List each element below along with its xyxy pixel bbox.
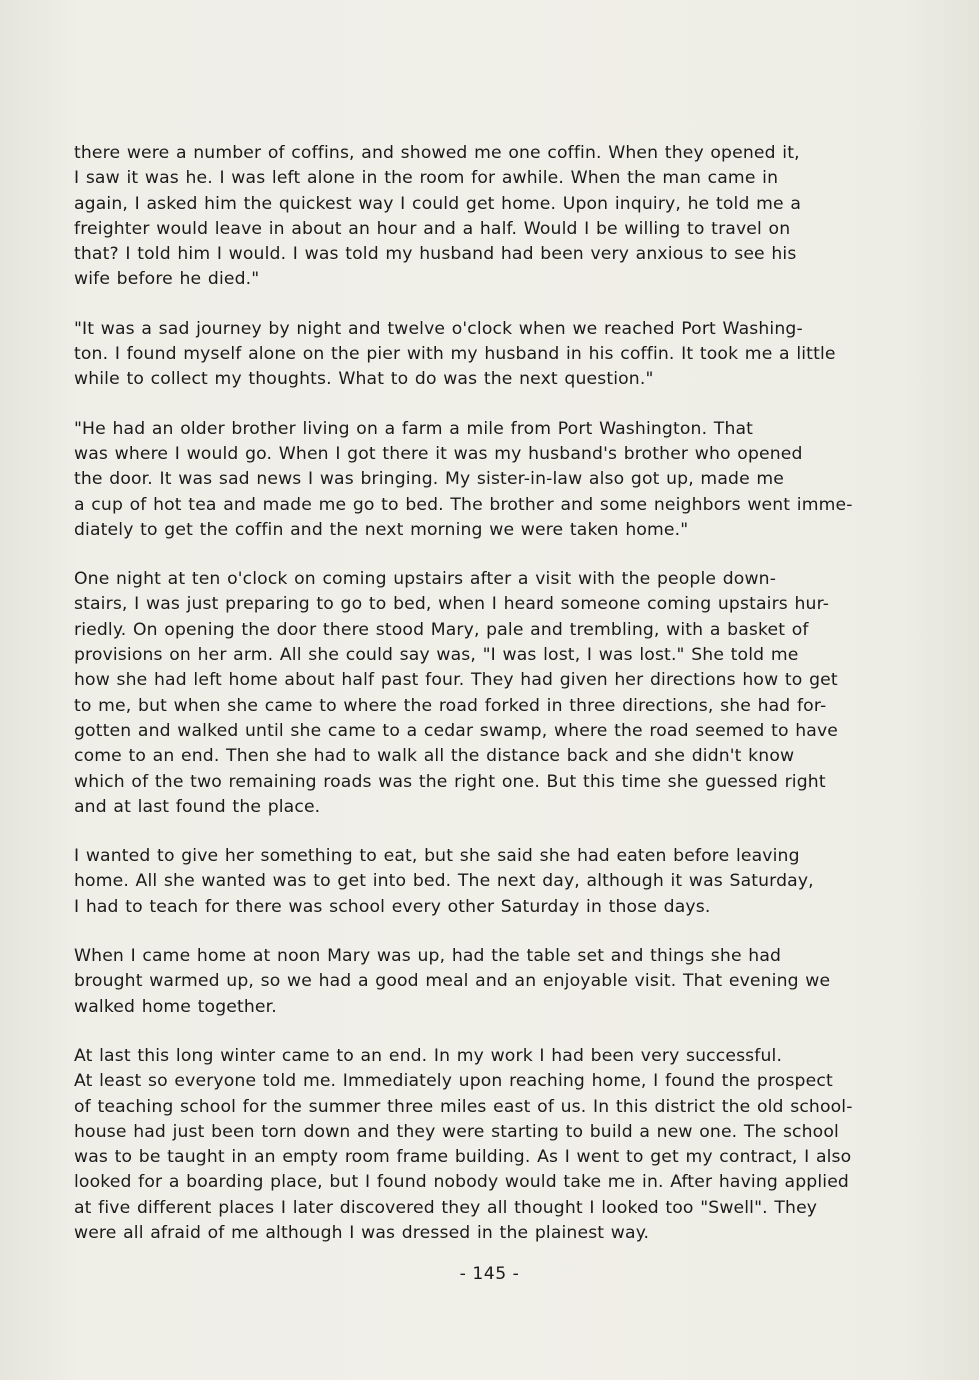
text-line: One night at ten o'clock on coming upstairs after a visit with the people down-	[74, 569, 777, 590]
text-line: I had to teach for there was school every other Saturday in those days.	[74, 896, 711, 917]
paragraph	[74, 417, 914, 543]
text-line: I saw it was he. I was left alone in the room for awhile. When the man came in	[74, 168, 779, 189]
text-line: at five different places I later discovered they all thought I looked too "Swell". They	[74, 1197, 818, 1218]
body-text	[74, 141, 914, 1270]
text-line: diately to get the coffin and the next morning we were taken home."	[74, 519, 689, 540]
paragraph	[74, 1044, 914, 1246]
text-line: freighter would leave in about an hour and a half. Would I be willing to travel on	[74, 218, 791, 239]
text-line: come to an end. Then she had to walk all the distance back and she didn't know	[74, 746, 795, 767]
text-line: there were a number of coffins, and showed me one coffin. When they opened it,	[74, 143, 800, 163]
paragraph	[74, 944, 914, 1020]
text-line: while to collect my thoughts. What to do was the next question."	[74, 369, 654, 390]
text-line: stairs, I was just preparing to go to bed, when I heard someone coming upstairs hur-	[74, 594, 830, 615]
paragraph	[74, 141, 914, 293]
text-line: looked for a boarding place, but I found nobody would take me in. After having applied	[74, 1172, 849, 1193]
paragraph	[74, 317, 914, 393]
text-line: that? I told him I would. I was told my husband had been very anxious to see his	[74, 244, 797, 265]
text-line: and at last found the place.	[74, 796, 321, 817]
text-line: ton. I found myself alone on the pier with my husband in his coffin. It took me a little	[74, 344, 836, 365]
paragraph	[74, 844, 914, 920]
text-line: "He had an older brother living on a farm a mile from Port Washington. That	[74, 418, 754, 439]
text-line: provisions on her arm. All she could say was, "I was lost, I was lost." She told me	[74, 645, 799, 666]
text-line: At least so everyone told me. Immediately upon reaching home, I found the prospect	[74, 1071, 833, 1092]
text-line: house had just been torn down and they were starting to build a new one. The school	[74, 1121, 839, 1142]
text-line: gotten and walked until she came to a cedar swamp, where the road seemed to have	[74, 720, 839, 741]
text-line: the door. It was sad news I was bringing. My sister-in-law also got up, made me	[74, 469, 785, 490]
text-line: "It was a sad journey by night and twelve o'clock when we reached Port Washing-	[74, 318, 803, 339]
text-line: how she had left home about half past four. They had given her directions how to get	[74, 670, 838, 691]
text-line: brought warmed up, so we had a good meal and an enjoyable visit. That evening we	[74, 971, 831, 992]
text-line: home. All she wanted was to get into bed. The next day, although it was Saturday,	[74, 871, 814, 892]
text-line: of teaching school for the summer three miles east of us. In this district the old school-	[74, 1096, 853, 1117]
text-line: a cup of hot tea and made me go to bed. The brother and some neighbors went imme-	[74, 494, 853, 515]
text-line: were all afraid of me although I was dressed in the plainest way.	[74, 1222, 650, 1243]
text-line: walked home together.	[74, 996, 277, 1017]
text-line: I wanted to give her something to eat, but she said she had eaten before leaving	[74, 846, 800, 867]
text-line: was where I would go. When I got there it was my husband's brother who opened	[74, 443, 803, 464]
text-line: which of the two remaining roads was the right one. But this time she guessed right	[74, 771, 826, 792]
text-line: When I came home at noon Mary was up, had the table set and things she had	[74, 946, 782, 967]
page-number: - 145 -	[459, 1264, 520, 1284]
text-line: At last this long winter came to an end. In my work I had been very successful.	[74, 1045, 783, 1066]
text-line: to me, but when she came to where the road forked in three directions, she had for-	[74, 695, 827, 716]
text-line: was to be taught in an empty room frame building. As I went to get my contract, I also	[74, 1147, 852, 1168]
paragraph	[74, 567, 914, 820]
text-line: riedly. On opening the door there stood Mary, pale and trembling, with a basket of	[74, 619, 809, 640]
text-line: wife before he died."	[74, 269, 260, 290]
text-line: again, I asked him the quickest way I could get home. Upon inquiry, he told me a	[74, 193, 802, 214]
